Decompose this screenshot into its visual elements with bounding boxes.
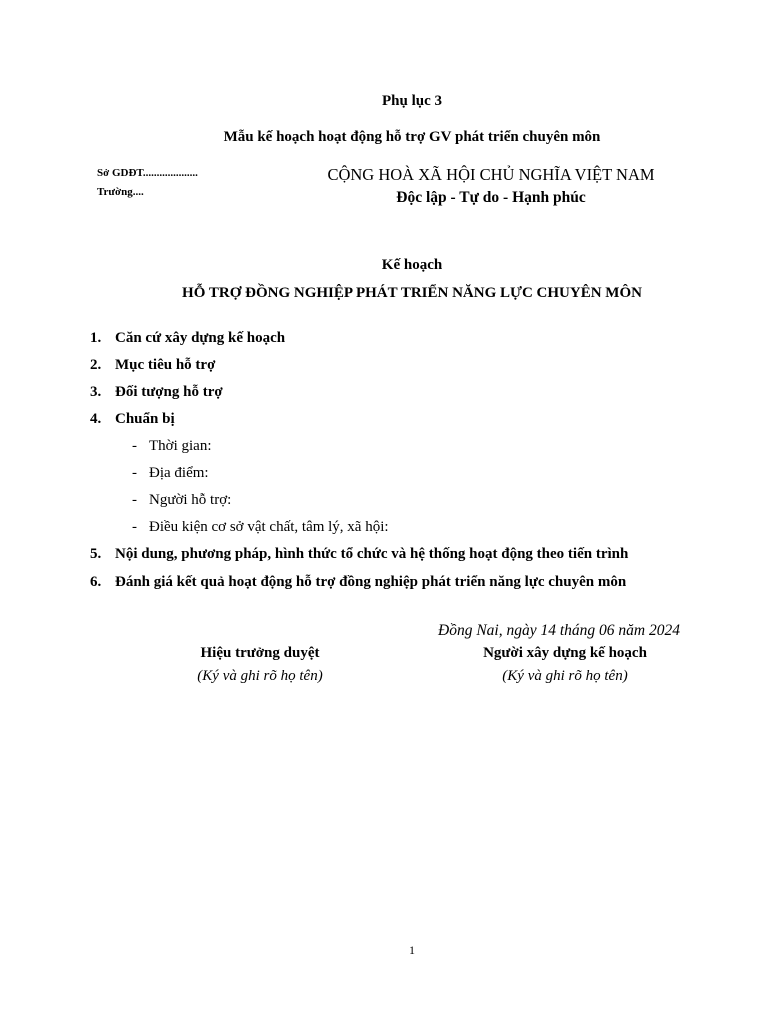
appendix-title: Phụ lục 3 (381, 93, 442, 109)
bullet-dash: - (132, 519, 137, 535)
plan-label: Kế hoạch (381, 257, 443, 273)
preparation-text: Thời gian: (149, 438, 212, 454)
preparation-item (132, 492, 231, 509)
national-motto: Độc lập - Tự do - Hạnh phúc (396, 189, 586, 206)
bullet-dash: - (132, 465, 137, 481)
section-item (90, 411, 175, 428)
planner-signature-block (440, 645, 690, 685)
plan-title: HỖ TRỢ ĐỒNG NGHIỆP PHÁT TRIỂN NĂNG LỰC CHUYÊN MÔN (182, 285, 642, 301)
date-line: Đồng Nai, ngày 14 tháng 06 năm 2024 (438, 622, 680, 639)
section-item (90, 384, 223, 401)
section-item (90, 357, 215, 374)
document-subtitle: Mẫu kế hoạch hoạt động hỗ trợ GV phát triển chuyên môn (223, 129, 601, 145)
school-line: Trường.... (97, 186, 144, 198)
department-line: Sở GDĐT.................... (97, 167, 198, 179)
section-text: Đánh giá kết quả hoạt động hỗ trợ đồng nghiệp phát triển năng lực chuyên môn (115, 574, 627, 590)
section-number: 2. (90, 357, 102, 373)
page-number: 1 (409, 943, 415, 957)
bullet-dash: - (132, 492, 137, 508)
preparation-item (132, 438, 212, 455)
section-item (90, 546, 628, 563)
national-title: CỘNG HOÀ XÃ HỘI CHỦ NGHĨA VIỆT NAM (327, 165, 655, 184)
section-number: 4. (90, 411, 102, 427)
preparation-item (132, 519, 389, 536)
bullet-dash: - (132, 438, 137, 454)
section-item (90, 330, 285, 347)
preparation-text: Địa điểm: (149, 465, 209, 481)
section-text: Mục tiêu hỗ trợ (115, 357, 216, 373)
section-text: Chuẩn bị (115, 411, 175, 427)
section-number: 3. (90, 384, 102, 400)
planner-title: Người xây dựng kế hoạch (483, 645, 647, 661)
section-item (90, 574, 626, 591)
section-text: Nội dung, phương pháp, hình thức tổ chức và hệ thống hoạt động theo tiến trình (115, 546, 629, 562)
section-text: Đối tượng hỗ trợ (115, 384, 223, 400)
principal-sign-note: (Ký và ghi rõ họ tên) (197, 668, 323, 684)
planner-sign-note: (Ký và ghi rõ họ tên) (502, 668, 628, 684)
section-number: 1. (90, 330, 102, 346)
preparation-item (132, 465, 209, 482)
preparation-text: Điều kiện cơ sở vật chất, tâm lý, xã hội: (149, 519, 389, 535)
section-text: Căn cứ xây dựng kế hoạch (115, 330, 286, 346)
section-number: 5. (90, 546, 102, 562)
principal-signature-block (170, 645, 350, 685)
principal-title: Hiệu trưởng duyệt (200, 645, 320, 661)
preparation-text: Người hỗ trợ: (149, 492, 232, 508)
section-number: 6. (90, 574, 102, 590)
